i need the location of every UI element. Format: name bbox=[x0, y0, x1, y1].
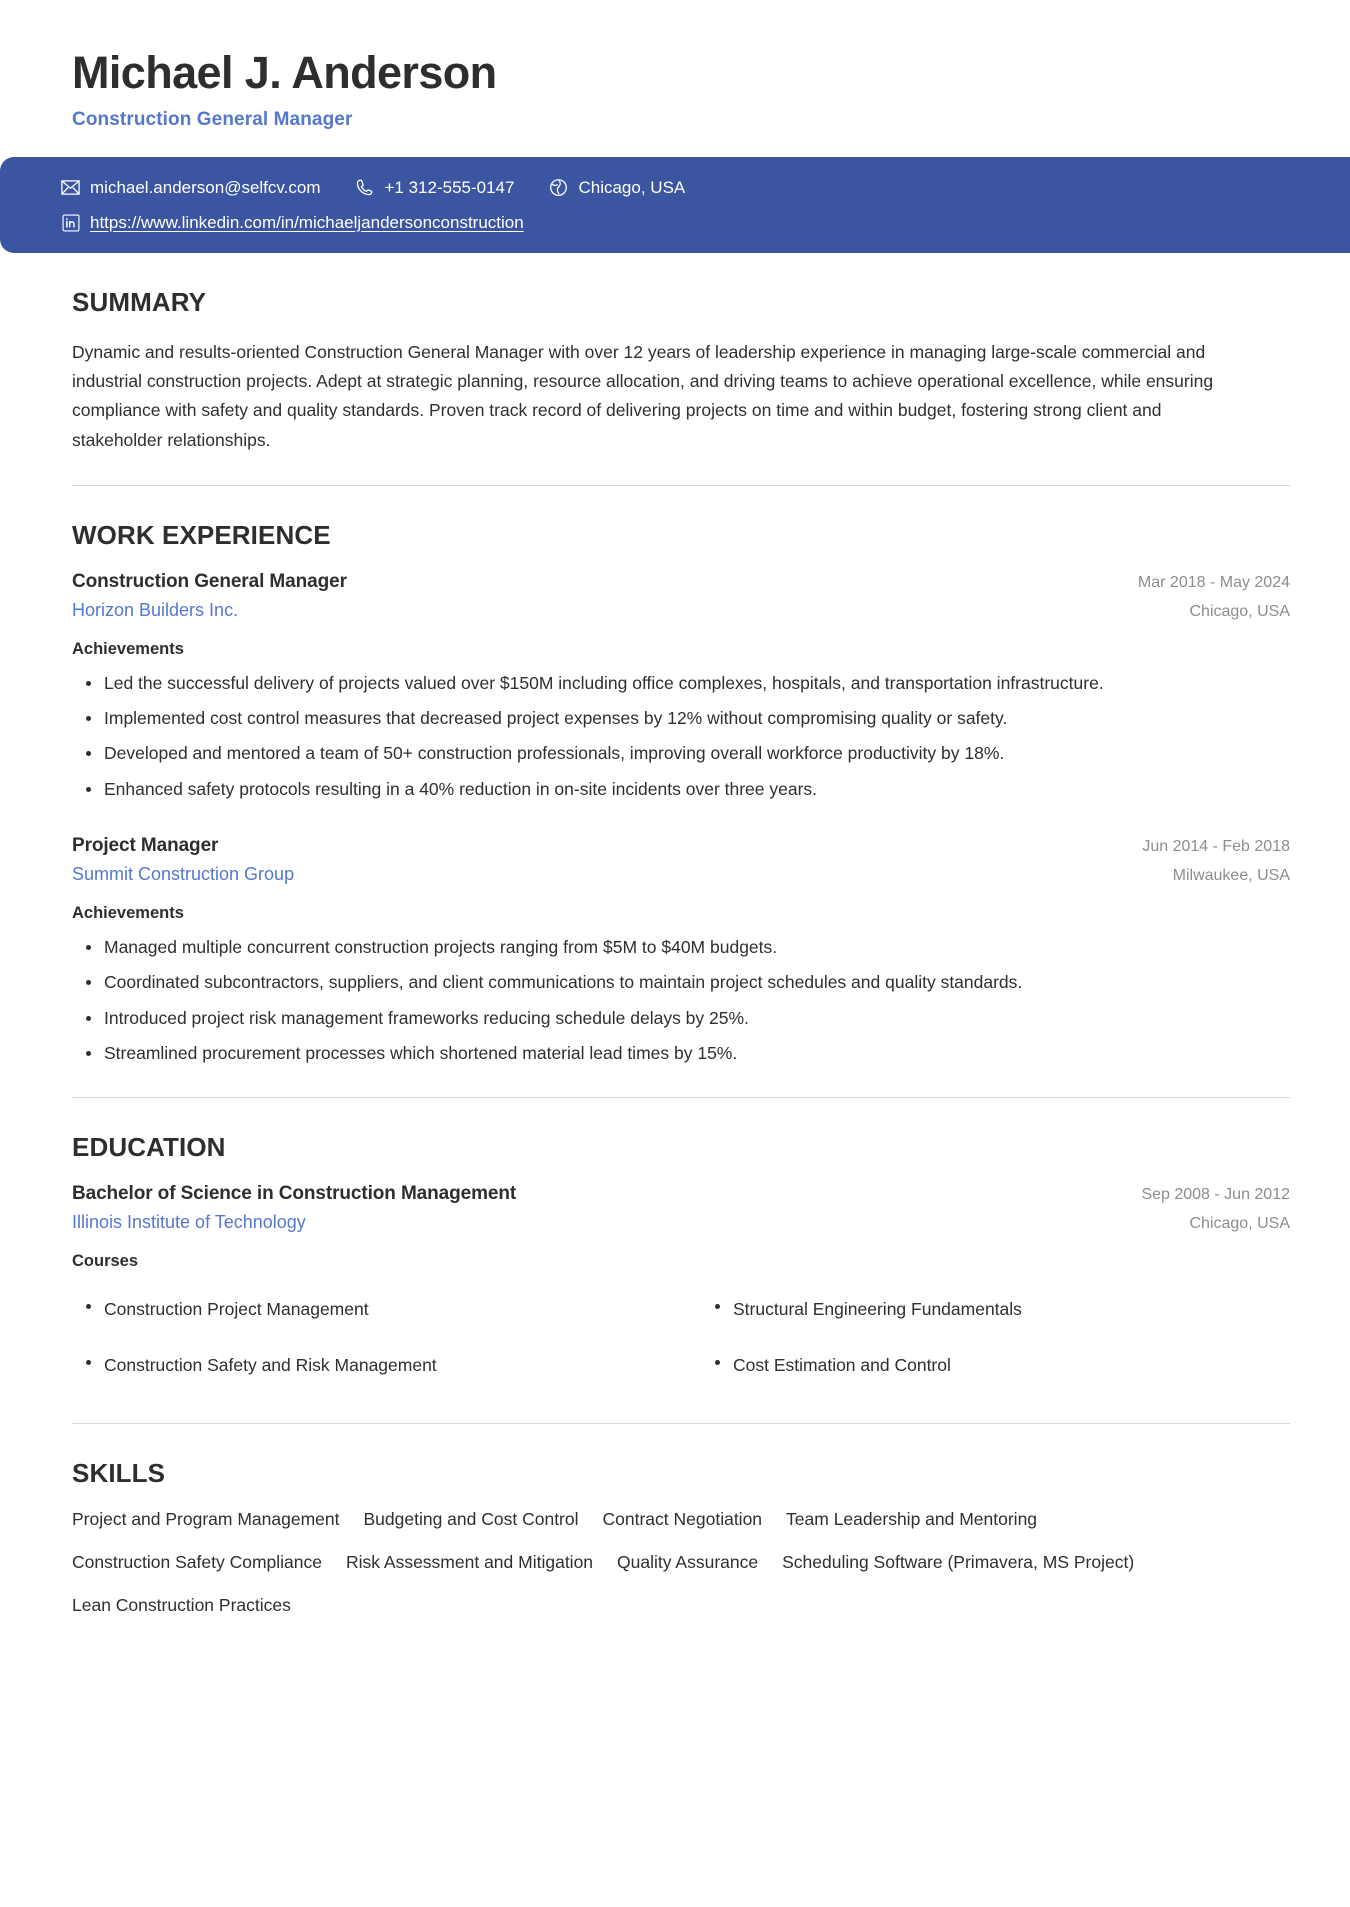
contact-bar bbox=[0, 157, 1350, 253]
work-dates: Jun 2014 - Feb 2018 bbox=[1142, 837, 1290, 855]
education-entry-headline bbox=[72, 1183, 1290, 1205]
work-achievements-list bbox=[72, 669, 1290, 803]
list-item: Developed and mentored a team of 50+ construction professionals, improving overall workforce productivity by 18%. bbox=[72, 739, 1252, 767]
contact-row-primary bbox=[60, 177, 1350, 198]
linkedin-icon bbox=[60, 212, 81, 233]
list-item: Implemented cost control measures that decreased project expenses by 12% without compromising quality or safety. bbox=[72, 704, 1252, 732]
list-item: Structural Engineering Fundamentals bbox=[701, 1281, 1290, 1337]
list-item: Construction Project Management bbox=[72, 1281, 661, 1337]
contact-location-text: Chicago, USA bbox=[578, 177, 686, 197]
skill-item: Construction Safety Compliance bbox=[72, 1552, 322, 1573]
skill-item: Scheduling Software (Primavera, MS Project) bbox=[782, 1552, 1135, 1573]
skill-item: Team Leadership and Mentoring bbox=[786, 1509, 1038, 1530]
header-job-title: Construction General Manager bbox=[72, 109, 353, 131]
work-role: Construction General Manager bbox=[72, 570, 347, 592]
skill-item: Risk Assessment and Mitigation bbox=[345, 1552, 594, 1573]
work-location: Milwaukee, USA bbox=[1172, 866, 1290, 884]
education-location: Chicago, USA bbox=[1189, 1215, 1290, 1233]
education-entry bbox=[72, 1183, 1290, 1393]
work-achievements-label: Achievements bbox=[72, 903, 184, 922]
section-title-work: WORK EXPERIENCE bbox=[72, 519, 331, 550]
work-dates: Mar 2018 - May 2024 bbox=[1137, 573, 1290, 591]
contact-email[interactable] bbox=[60, 177, 320, 198]
list-item: Enhanced safety protocols resulting in a 40% reduction in on-site incidents over three years. bbox=[72, 775, 1252, 803]
contact-linkedin-text[interactable]: https://www.linkedin.com/in/michaeljandersonconstruction bbox=[90, 212, 524, 232]
education-entry-subline bbox=[72, 1205, 1290, 1233]
contact-phone[interactable] bbox=[354, 177, 514, 198]
section-work-experience bbox=[72, 486, 1290, 1068]
skill-item: Budgeting and Cost Control bbox=[363, 1509, 579, 1530]
section-education bbox=[72, 1098, 1290, 1393]
list-item: Led the successful delivery of projects valued over $150M including office complexes, hospitals, and transportation infrastructure. bbox=[72, 669, 1252, 697]
section-title-education: EDUCATION bbox=[72, 1132, 226, 1163]
work-achievements-label: Achievements bbox=[72, 639, 184, 658]
skills-list bbox=[72, 1509, 1232, 1638]
skill-item: Lean Construction Practices bbox=[72, 1595, 291, 1616]
contact-location bbox=[548, 177, 685, 198]
work-organization[interactable]: Summit Construction Group bbox=[72, 863, 295, 884]
work-entry-subline bbox=[72, 857, 1290, 885]
education-institution[interactable]: Illinois Institute of Technology bbox=[72, 1212, 306, 1233]
education-degree: Bachelor of Science in Construction Management bbox=[72, 1183, 517, 1205]
page-title: Michael J. Anderson bbox=[72, 47, 497, 98]
section-summary bbox=[72, 253, 1290, 454]
globe-pin-icon bbox=[548, 177, 569, 198]
contact-phone-text: +1 312-555-0147 bbox=[384, 177, 515, 197]
resume-header bbox=[0, 0, 1350, 157]
contact-linkedin[interactable] bbox=[60, 212, 524, 233]
envelope-icon bbox=[60, 177, 81, 198]
list-item: Construction Safety and Risk Management bbox=[72, 1337, 661, 1393]
education-courses-list bbox=[72, 1281, 1290, 1393]
work-achievements-list bbox=[72, 933, 1290, 1067]
skill-item: Contract Negotiation bbox=[602, 1509, 763, 1530]
skill-item: Quality Assurance bbox=[617, 1552, 759, 1573]
work-entry bbox=[72, 835, 1290, 1067]
work-entry-subline bbox=[72, 593, 1290, 621]
summary-text: Dynamic and results-oriented Construction General Manager with over 12 years of leadership experience in managing large-scale commercial and industrial construction projects. Adept at strategic planning, resource allocation, and driving teams to achieve operational excellence, while ensuring compliance with safety and quality standards. Proven track record of delivering projects on time and within budget, fostering strong client and stakeholder relationships. bbox=[72, 342, 1214, 450]
list-item: Coordinated subcontractors, suppliers, and client communications to maintain project schedules and quality standards. bbox=[72, 968, 1252, 996]
work-entry-headline bbox=[72, 571, 1290, 593]
section-title-summary: SUMMARY bbox=[72, 287, 207, 318]
work-location: Chicago, USA bbox=[1189, 602, 1290, 620]
section-skills bbox=[72, 1424, 1290, 1638]
resume-body bbox=[0, 253, 1350, 1638]
list-item: Cost Estimation and Control bbox=[701, 1337, 1290, 1393]
phone-icon bbox=[354, 177, 375, 198]
list-item: Introduced project risk management frameworks reducing schedule delays by 25%. bbox=[72, 1004, 1252, 1032]
skill-item: Project and Program Management bbox=[72, 1509, 340, 1530]
work-organization[interactable]: Horizon Builders Inc. bbox=[72, 599, 239, 620]
education-dates: Sep 2008 - Jun 2012 bbox=[1141, 1186, 1290, 1204]
work-role: Project Manager bbox=[72, 834, 219, 856]
list-item: Streamlined procurement processes which shortened material lead times by 15%. bbox=[72, 1039, 1252, 1067]
work-entry bbox=[72, 571, 1290, 803]
list-item: Managed multiple concurrent construction projects ranging from $5M to $40M budgets. bbox=[72, 933, 1252, 961]
contact-email-text: michael.anderson@selfcv.com bbox=[90, 177, 321, 197]
section-title-skills: SKILLS bbox=[72, 1458, 166, 1489]
education-courses-label: Courses bbox=[72, 1252, 139, 1271]
work-entry-headline bbox=[72, 835, 1290, 857]
contact-row-secondary bbox=[60, 212, 1350, 233]
